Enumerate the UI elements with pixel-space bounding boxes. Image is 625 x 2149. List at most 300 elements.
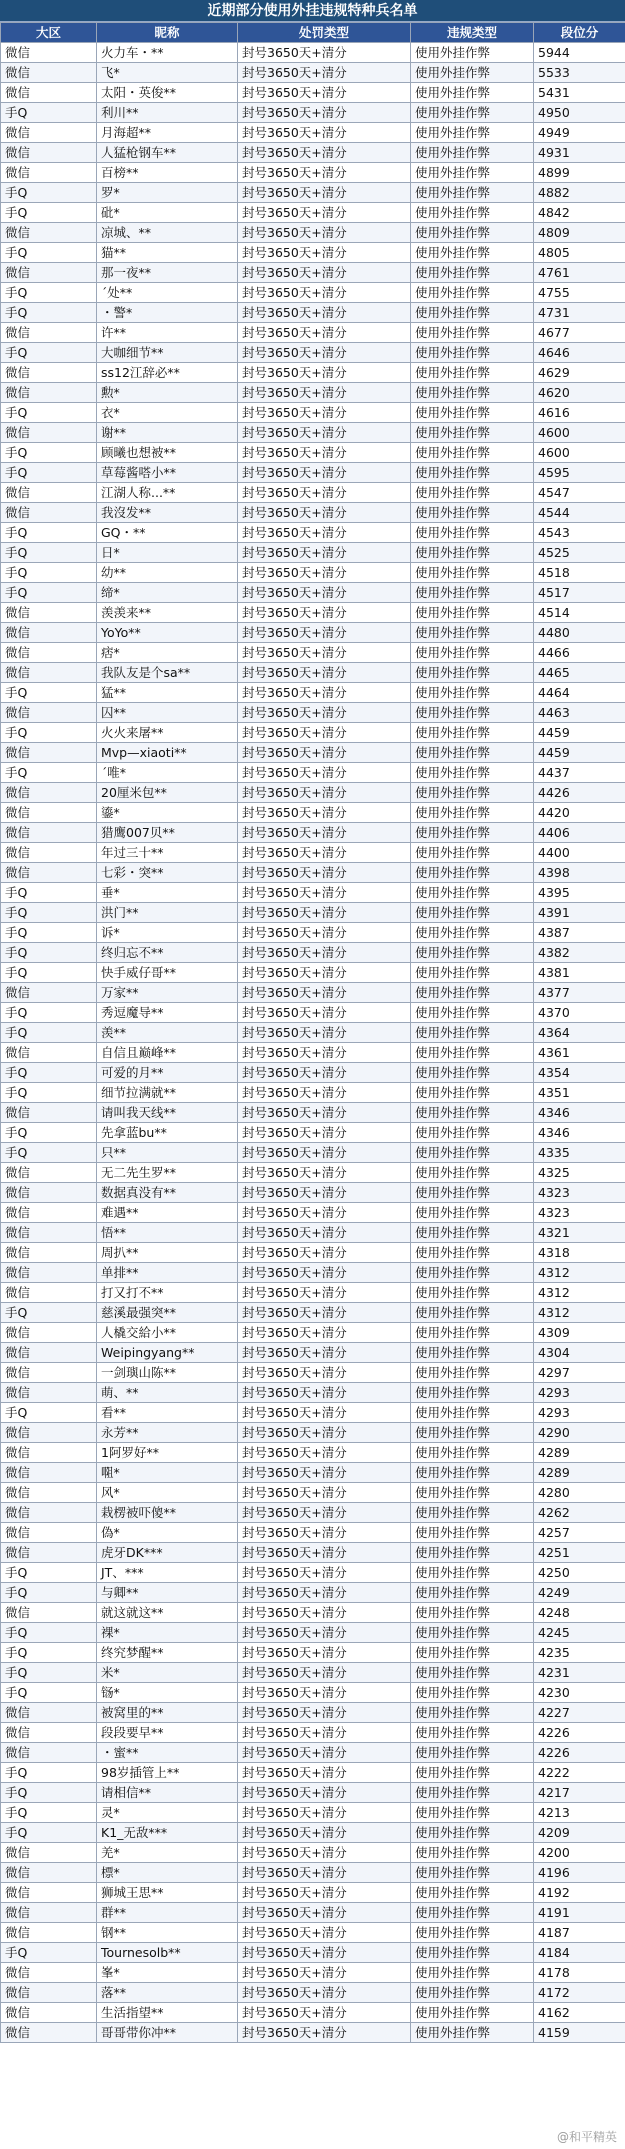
table-row <box>1 1923 625 1943</box>
table-row <box>1 1343 625 1363</box>
table-row <box>1 643 625 663</box>
cell-penalty-type: 封号3650天+清分 <box>238 123 411 143</box>
table-row <box>1 1663 625 1683</box>
table-row <box>1 1943 625 1963</box>
cell-nickname: 百榜** <box>97 163 238 183</box>
cell-violation-type: 使用外挂作弊 <box>411 723 534 743</box>
cell-nickname: 羌* <box>97 1843 238 1863</box>
sheet-title: 近期部分使用外挂违规特种兵名单 <box>0 0 625 22</box>
cell-penalty-type: 封号3650天+清分 <box>238 843 411 863</box>
table-row <box>1 1463 625 1483</box>
cell-penalty-type: 封号3650天+清分 <box>238 1563 411 1583</box>
cell-violation-type: 使用外挂作弊 <box>411 1843 534 1863</box>
cell-region: 微信 <box>1 363 97 383</box>
cell-nickname: 虎牙DK*** <box>97 1543 238 1563</box>
cell-nickname: 草莓酱嗒小** <box>97 463 238 483</box>
header-region: 大区 <box>1 23 97 43</box>
cell-rank-score: 4227 <box>534 1703 625 1723</box>
cell-rank-score: 4187 <box>534 1923 625 1943</box>
table-row <box>1 1003 625 1023</box>
cell-region: 微信 <box>1 783 97 803</box>
cell-rank-score: 4899 <box>534 163 625 183</box>
cell-penalty-type: 封号3650天+清分 <box>238 1303 411 1323</box>
table-row <box>1 143 625 163</box>
cell-rank-score: 4200 <box>534 1843 625 1863</box>
cell-nickname: 標* <box>97 1863 238 1883</box>
cell-violation-type: 使用外挂作弊 <box>411 1303 534 1323</box>
cell-violation-type: 使用外挂作弊 <box>411 1503 534 1523</box>
cell-region: 微信 <box>1 843 97 863</box>
table-row <box>1 883 625 903</box>
table-row <box>1 1483 625 1503</box>
cell-rank-score: 4420 <box>534 803 625 823</box>
cell-rank-score: 4459 <box>534 743 625 763</box>
table-row <box>1 543 625 563</box>
table-row <box>1 1523 625 1543</box>
cell-region: 手Q <box>1 403 97 423</box>
cell-penalty-type: 封号3650天+清分 <box>238 983 411 1003</box>
cell-penalty-type: 封号3650天+清分 <box>238 1043 411 1063</box>
table-row <box>1 223 625 243</box>
cell-violation-type: 使用外挂作弊 <box>411 123 534 143</box>
cell-rank-score: 4293 <box>534 1403 625 1423</box>
table-row <box>1 1583 625 1603</box>
cell-nickname: 我队友是个sa** <box>97 663 238 683</box>
cell-violation-type: 使用外挂作弊 <box>411 583 534 603</box>
cell-rank-score: 4184 <box>534 1943 625 1963</box>
cell-rank-score: 4731 <box>534 303 625 323</box>
cell-rank-score: 4465 <box>534 663 625 683</box>
cell-region: 微信 <box>1 383 97 403</box>
cell-violation-type: 使用外挂作弊 <box>411 1763 534 1783</box>
cell-violation-type: 使用外挂作弊 <box>411 1623 534 1643</box>
cell-violation-type: 使用外挂作弊 <box>411 743 534 763</box>
cell-rank-score: 4514 <box>534 603 625 623</box>
cell-nickname: K1_无敌*** <box>97 1823 238 1843</box>
cell-region: 手Q <box>1 303 97 323</box>
cell-rank-score: 4257 <box>534 1523 625 1543</box>
cell-nickname: 悟** <box>97 1223 238 1243</box>
cell-penalty-type: 封号3650天+清分 <box>238 1643 411 1663</box>
cell-nickname: 江湖人称...** <box>97 483 238 503</box>
table-row <box>1 683 625 703</box>
cell-nickname: 囚** <box>97 703 238 723</box>
cell-region: 微信 <box>1 1903 97 1923</box>
cell-penalty-type: 封号3650天+清分 <box>238 363 411 383</box>
cell-penalty-type: 封号3650天+清分 <box>238 1403 411 1423</box>
cell-violation-type: 使用外挂作弊 <box>411 1183 534 1203</box>
cell-rank-score: 4463 <box>534 703 625 723</box>
table-row <box>1 203 625 223</box>
cell-region: 手Q <box>1 343 97 363</box>
cell-rank-score: 4361 <box>534 1043 625 1063</box>
table-row <box>1 1863 625 1883</box>
cell-region: 微信 <box>1 503 97 523</box>
cell-region: 手Q <box>1 963 97 983</box>
table-row <box>1 103 625 123</box>
table-row <box>1 983 625 1003</box>
cell-violation-type: 使用外挂作弊 <box>411 2003 534 2023</box>
cell-penalty-type: 封号3650天+清分 <box>238 1343 411 1363</box>
cell-region: 微信 <box>1 123 97 143</box>
table-row <box>1 1203 625 1223</box>
cell-rank-score: 4518 <box>534 563 625 583</box>
cell-nickname: 慈溪最强突** <box>97 1303 238 1323</box>
cell-nickname: 猎鹰007贝** <box>97 823 238 843</box>
cell-nickname: 火火来屠** <box>97 723 238 743</box>
cell-penalty-type: 封号3650天+清分 <box>238 1923 411 1943</box>
cell-violation-type: 使用外挂作弊 <box>411 563 534 583</box>
cell-region: 微信 <box>1 1243 97 1263</box>
cell-violation-type: 使用外挂作弊 <box>411 643 534 663</box>
table-row <box>1 503 625 523</box>
cell-nickname: 大咖细节** <box>97 343 238 363</box>
cell-violation-type: 使用外挂作弊 <box>411 1383 534 1403</box>
cell-penalty-type: 封号3650天+清分 <box>238 1143 411 1163</box>
cell-rank-score: 4323 <box>534 1183 625 1203</box>
cell-violation-type: 使用外挂作弊 <box>411 523 534 543</box>
cell-violation-type: 使用外挂作弊 <box>411 203 534 223</box>
cell-nickname: 七彩・突** <box>97 863 238 883</box>
cell-region: 手Q <box>1 103 97 123</box>
cell-penalty-type: 封号3650天+清分 <box>238 963 411 983</box>
table-row <box>1 463 625 483</box>
cell-nickname: 钢** <box>97 1923 238 1943</box>
cell-violation-type: 使用外挂作弊 <box>411 1363 534 1383</box>
cell-violation-type: 使用外挂作弊 <box>411 1123 534 1143</box>
cell-region: 微信 <box>1 1223 97 1243</box>
cell-penalty-type: 封号3650天+清分 <box>238 343 411 363</box>
table-row <box>1 303 625 323</box>
cell-nickname: 人猛枪钢车** <box>97 143 238 163</box>
cell-violation-type: 使用外挂作弊 <box>411 623 534 643</box>
cell-nickname: ˊ唯* <box>97 763 238 783</box>
table-row <box>1 603 625 623</box>
cell-nickname: 罗* <box>97 183 238 203</box>
cell-nickname: 猫** <box>97 243 238 263</box>
cell-nickname: 勲* <box>97 383 238 403</box>
cell-nickname: 落** <box>97 1983 238 2003</box>
cell-nickname: 衣* <box>97 403 238 423</box>
table-row <box>1 1883 625 1903</box>
cell-nickname: 猛** <box>97 683 238 703</box>
cell-region: 手Q <box>1 583 97 603</box>
header-row <box>1 23 625 43</box>
cell-penalty-type: 封号3650天+清分 <box>238 943 411 963</box>
cell-violation-type: 使用外挂作弊 <box>411 1603 534 1623</box>
cell-violation-type: 使用外挂作弊 <box>411 923 534 943</box>
table-row <box>1 963 625 983</box>
cell-penalty-type: 封号3650天+清分 <box>238 1463 411 1483</box>
table-row <box>1 1443 625 1463</box>
cell-rank-score: 4544 <box>534 503 625 523</box>
cell-penalty-type: 封号3650天+清分 <box>238 1883 411 1903</box>
cell-rank-score: 4755 <box>534 283 625 303</box>
cell-rank-score: 4248 <box>534 1603 625 1623</box>
cell-region: 微信 <box>1 1883 97 1903</box>
cell-violation-type: 使用外挂作弊 <box>411 1483 534 1503</box>
cell-penalty-type: 封号3650天+清分 <box>238 1603 411 1623</box>
cell-region: 手Q <box>1 283 97 303</box>
table-row <box>1 563 625 583</box>
cell-rank-score: 4289 <box>534 1463 625 1483</box>
cell-penalty-type: 封号3650天+清分 <box>238 1363 411 1383</box>
cell-region: 手Q <box>1 723 97 743</box>
cell-penalty-type: 封号3650天+清分 <box>238 1443 411 1463</box>
cell-nickname: 看** <box>97 1403 238 1423</box>
cell-rank-score: 4400 <box>534 843 625 863</box>
cell-penalty-type: 封号3650天+清分 <box>238 883 411 903</box>
cell-rank-score: 4646 <box>534 343 625 363</box>
cell-nickname: 生活指望** <box>97 2003 238 2023</box>
cell-penalty-type: 封号3650天+清分 <box>238 1863 411 1883</box>
cell-rank-score: 4251 <box>534 1543 625 1563</box>
cell-penalty-type: 封号3650天+清分 <box>238 63 411 83</box>
cell-penalty-type: 封号3650天+清分 <box>238 1723 411 1743</box>
cell-nickname: 秀逗魔导** <box>97 1003 238 1023</box>
cell-violation-type: 使用外挂作弊 <box>411 1343 534 1363</box>
cell-penalty-type: 封号3650天+清分 <box>238 543 411 563</box>
cell-rank-score: 4325 <box>534 1163 625 1183</box>
cell-violation-type: 使用外挂作弊 <box>411 443 534 463</box>
cell-region: 手Q <box>1 683 97 703</box>
cell-region: 微信 <box>1 1523 97 1543</box>
cell-region: 手Q <box>1 1403 97 1423</box>
cell-nickname: 谢** <box>97 423 238 443</box>
cell-penalty-type: 封号3650天+清分 <box>238 2023 411 2043</box>
cell-violation-type: 使用外挂作弊 <box>411 603 534 623</box>
cell-region: 手Q <box>1 543 97 563</box>
cell-region: 微信 <box>1 1263 97 1283</box>
cell-nickname: 就这就这** <box>97 1603 238 1623</box>
table-row <box>1 823 625 843</box>
cell-rank-score: 4809 <box>534 223 625 243</box>
cell-violation-type: 使用外挂作弊 <box>411 823 534 843</box>
table-row <box>1 763 625 783</box>
cell-penalty-type: 封号3650天+清分 <box>238 1283 411 1303</box>
cell-region: 手Q <box>1 1003 97 1023</box>
cell-violation-type: 使用外挂作弊 <box>411 1223 534 1243</box>
cell-nickname: 请叫我天线** <box>97 1103 238 1123</box>
cell-rank-score: 4459 <box>534 723 625 743</box>
cell-nickname: 许** <box>97 323 238 343</box>
cell-rank-score: 4351 <box>534 1083 625 1103</box>
cell-rank-score: 4318 <box>534 1243 625 1263</box>
cell-region: 微信 <box>1 1343 97 1363</box>
cell-region: 微信 <box>1 1543 97 1563</box>
cell-violation-type: 使用外挂作弊 <box>411 1523 534 1543</box>
table-row <box>1 863 625 883</box>
cell-rank-score: 4382 <box>534 943 625 963</box>
cell-penalty-type: 封号3650天+清分 <box>238 263 411 283</box>
cell-rank-score: 4192 <box>534 1883 625 1903</box>
cell-penalty-type: 封号3650天+清分 <box>238 683 411 703</box>
cell-violation-type: 使用外挂作弊 <box>411 1863 534 1883</box>
cell-violation-type: 使用外挂作弊 <box>411 1723 534 1743</box>
cell-penalty-type: 封号3650天+清分 <box>238 1263 411 1283</box>
cell-nickname: 无二先生罗** <box>97 1163 238 1183</box>
cell-penalty-type: 封号3650天+清分 <box>238 223 411 243</box>
cell-penalty-type: 封号3650天+清分 <box>238 1783 411 1803</box>
cell-violation-type: 使用外挂作弊 <box>411 1023 534 1043</box>
cell-nickname: 砒* <box>97 203 238 223</box>
cell-penalty-type: 封号3650天+清分 <box>238 403 411 423</box>
cell-region: 微信 <box>1 163 97 183</box>
cell-penalty-type: 封号3650天+清分 <box>238 203 411 223</box>
table-row <box>1 783 625 803</box>
cell-penalty-type: 封号3650天+清分 <box>238 323 411 343</box>
cell-penalty-type: 封号3650天+清分 <box>238 703 411 723</box>
cell-nickname: ・警* <box>97 303 238 323</box>
cell-region: 微信 <box>1 1103 97 1123</box>
cell-nickname: 缔* <box>97 583 238 603</box>
cell-rank-score: 4230 <box>534 1683 625 1703</box>
cell-rank-score: 4480 <box>534 623 625 643</box>
cell-nickname: 人橇交給小** <box>97 1323 238 1343</box>
cell-violation-type: 使用外挂作弊 <box>411 1803 534 1823</box>
cell-penalty-type: 封号3650天+清分 <box>238 1843 411 1863</box>
cell-nickname: 我沒发** <box>97 503 238 523</box>
cell-penalty-type: 封号3650天+清分 <box>238 1763 411 1783</box>
cell-region: 手Q <box>1 203 97 223</box>
cell-penalty-type: 封号3650天+清分 <box>238 1503 411 1523</box>
cell-rank-score: 4931 <box>534 143 625 163</box>
cell-violation-type: 使用外挂作弊 <box>411 403 534 423</box>
cell-violation-type: 使用外挂作弊 <box>411 543 534 563</box>
cell-rank-score: 4406 <box>534 823 625 843</box>
cell-region: 微信 <box>1 1863 97 1883</box>
cell-nickname: 铴* <box>97 1683 238 1703</box>
cell-violation-type: 使用外挂作弊 <box>411 1423 534 1443</box>
cell-penalty-type: 封号3650天+清分 <box>238 1383 411 1403</box>
table-row <box>1 1503 625 1523</box>
cell-penalty-type: 封号3650天+清分 <box>238 1163 411 1183</box>
cell-penalty-type: 封号3650天+清分 <box>238 903 411 923</box>
cell-rank-score: 4600 <box>534 423 625 443</box>
cell-region: 手Q <box>1 1683 97 1703</box>
cell-penalty-type: 封号3650天+清分 <box>238 1183 411 1203</box>
cell-penalty-type: 封号3650天+清分 <box>238 283 411 303</box>
cell-violation-type: 使用外挂作弊 <box>411 483 534 503</box>
cell-region: 手Q <box>1 923 97 943</box>
cell-violation-type: 使用外挂作弊 <box>411 2023 534 2043</box>
cell-nickname: 利川** <box>97 103 238 123</box>
cell-region: 微信 <box>1 1503 97 1523</box>
cell-violation-type: 使用外挂作弊 <box>411 143 534 163</box>
cell-rank-score: 4304 <box>534 1343 625 1363</box>
cell-rank-score: 4335 <box>534 1143 625 1163</box>
cell-nickname: 飞* <box>97 63 238 83</box>
cell-nickname: YoYo** <box>97 623 238 643</box>
table-row <box>1 1643 625 1663</box>
table-row <box>1 1963 625 1983</box>
cell-rank-score: 5944 <box>534 43 625 63</box>
cell-rank-score: 4280 <box>534 1483 625 1503</box>
cell-region: 微信 <box>1 1743 97 1763</box>
cell-nickname: 太阳・英俊** <box>97 83 238 103</box>
cell-penalty-type: 封号3650天+清分 <box>238 463 411 483</box>
cell-penalty-type: 封号3650天+清分 <box>238 1083 411 1103</box>
cell-rank-score: 4426 <box>534 783 625 803</box>
cell-nickname: 幼** <box>97 563 238 583</box>
cell-region: 微信 <box>1 1283 97 1303</box>
table-row <box>1 1803 625 1823</box>
table-row <box>1 343 625 363</box>
cell-violation-type: 使用外挂作弊 <box>411 323 534 343</box>
cell-rank-score: 4196 <box>534 1863 625 1883</box>
cell-region: 微信 <box>1 1203 97 1223</box>
table-row <box>1 1763 625 1783</box>
table-row <box>1 1743 625 1763</box>
cell-nickname: 终究梦醒** <box>97 1643 238 1663</box>
cell-nickname: 风* <box>97 1483 238 1503</box>
cell-nickname: 日* <box>97 543 238 563</box>
table-row <box>1 583 625 603</box>
cell-violation-type: 使用外挂作弊 <box>411 1583 534 1603</box>
cell-penalty-type: 封号3650天+清分 <box>238 2003 411 2023</box>
cell-nickname: 灵* <box>97 1803 238 1823</box>
cell-violation-type: 使用外挂作弊 <box>411 1643 534 1663</box>
table-row <box>1 443 625 463</box>
cell-violation-type: 使用外挂作弊 <box>411 1463 534 1483</box>
cell-region: 手Q <box>1 1663 97 1683</box>
table-row <box>1 83 625 103</box>
table-row <box>1 1223 625 1243</box>
table-row <box>1 1623 625 1643</box>
cell-region: 微信 <box>1 623 97 643</box>
cell-nickname: 羡** <box>97 1023 238 1043</box>
cell-nickname: Tournesolb** <box>97 1943 238 1963</box>
table-row <box>1 1843 625 1863</box>
cell-violation-type: 使用外挂作弊 <box>411 683 534 703</box>
cell-penalty-type: 封号3650天+清分 <box>238 603 411 623</box>
cell-region: 手Q <box>1 443 97 463</box>
cell-region: 手Q <box>1 1583 97 1603</box>
cell-rank-score: 4312 <box>534 1263 625 1283</box>
header-nickname: 昵称 <box>97 23 238 43</box>
table-row <box>1 1683 625 1703</box>
cell-region: 手Q <box>1 463 97 483</box>
cell-nickname: 自信且巅峰** <box>97 1043 238 1063</box>
cell-penalty-type: 封号3650天+清分 <box>238 443 411 463</box>
cell-region: 手Q <box>1 523 97 543</box>
table-row <box>1 743 625 763</box>
table-row <box>1 1183 625 1203</box>
cell-rank-score: 4172 <box>534 1983 625 2003</box>
table-row <box>1 423 625 443</box>
cell-nickname: 1阿罗好** <box>97 1443 238 1463</box>
cell-rank-score: 4805 <box>534 243 625 263</box>
cell-penalty-type: 封号3650天+清分 <box>238 823 411 843</box>
cell-rank-score: 4290 <box>534 1423 625 1443</box>
table-row <box>1 723 625 743</box>
cell-violation-type: 使用外挂作弊 <box>411 1883 534 1903</box>
cell-region: 微信 <box>1 1723 97 1743</box>
cell-rank-score: 4226 <box>534 1723 625 1743</box>
cell-rank-score: 4289 <box>534 1443 625 1463</box>
cell-rank-score: 4525 <box>534 543 625 563</box>
table-row <box>1 1603 625 1623</box>
cell-penalty-type: 封号3650天+清分 <box>238 1743 411 1763</box>
cell-rank-score: 4309 <box>534 1323 625 1343</box>
table-row <box>1 1123 625 1143</box>
cell-region: 手Q <box>1 1943 97 1963</box>
cell-nickname: ss12江辞必** <box>97 363 238 383</box>
table-row <box>1 1143 625 1163</box>
cell-penalty-type: 封号3650天+清分 <box>238 1123 411 1143</box>
cell-violation-type: 使用外挂作弊 <box>411 963 534 983</box>
cell-nickname: 群** <box>97 1903 238 1923</box>
